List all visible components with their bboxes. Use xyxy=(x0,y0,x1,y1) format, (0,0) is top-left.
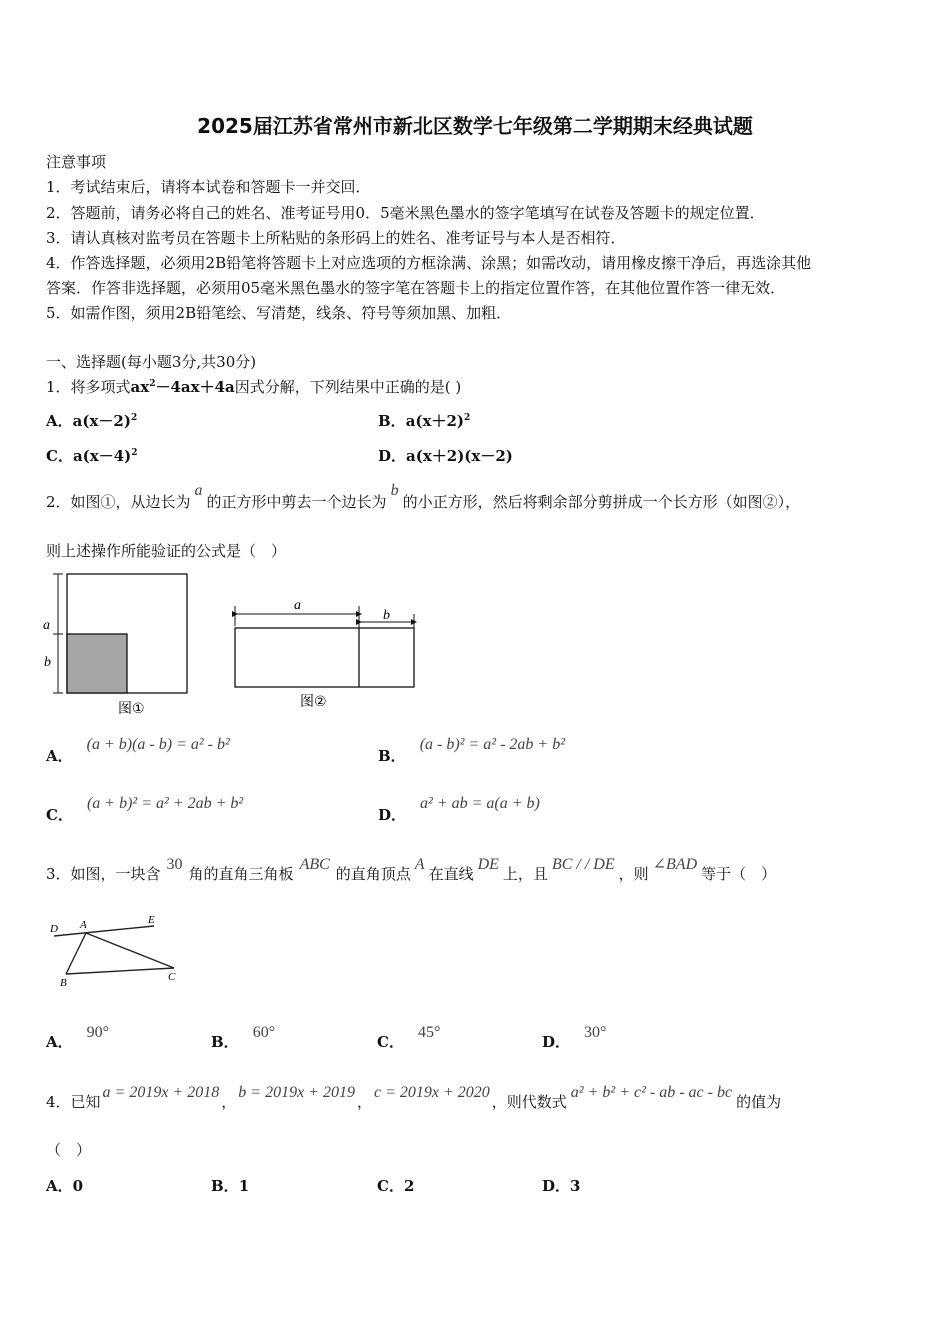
q2-option-a[interactable]: A．(a + b)(a - b) = a² - b² xyxy=(46,736,230,765)
question-2-line2: 则上述操作所能验证的公式是（ ） xyxy=(46,542,287,560)
question-2: 2．如图①，从边长为a的正方形中剪去一个边长为b的小正方形，然后将剩余部分剪拼成一个长方形（如图②）， xyxy=(46,482,801,511)
q3-option-d[interactable]: D．30° xyxy=(542,1024,607,1051)
notice-item: 1．考试结束后，请将本试卷和答题卡一并交回． xyxy=(46,178,371,196)
q4-option-c[interactable]: C．2 xyxy=(377,1177,415,1195)
fig3-label-b: B xyxy=(60,977,67,989)
page-title: 2025届江苏省常州市新北区数学七年级第二学期期末经典试题 xyxy=(197,114,753,138)
q3-option-a[interactable]: A．90° xyxy=(46,1024,110,1051)
question-4: 4．已知a = 2019x + 2018，b = 2019x + 2019，c = 2019x + 2020，则代数式a² + b² + c² - ab - ac - bc的值为 xyxy=(46,1084,782,1111)
notice-item: 5．如需作图，须用2B铅笔绘、写清楚，线条、符号等须加黑、加粗． xyxy=(46,304,512,322)
q2-option-b[interactable]: B．(a - b)² = a² - 2ab + b² xyxy=(378,736,565,765)
q4-option-b[interactable]: B．1 xyxy=(211,1177,250,1195)
q3-option-b[interactable]: B．60° xyxy=(211,1024,276,1051)
question-3: 3．如图，一块含30角的直角三角板ABC的直角顶点A在直线DE上，且BC / / DE，则∠BAD等于（ ） xyxy=(46,856,777,883)
q1-option-c[interactable]: C．$a(x-4)^2$ xyxy=(46,447,138,465)
q1-option-a[interactable]: A．$a(x-2)^2$ xyxy=(46,412,138,430)
question-4-line2: （ ） xyxy=(46,1141,92,1159)
q1-option-b[interactable]: B．$a(x+2)^2$ xyxy=(378,412,471,430)
figure-1 xyxy=(40,566,200,718)
q2-option-c[interactable]: C．(a + b)² = a² + 2ab + b² xyxy=(46,795,244,824)
q4-option-d[interactable]: D．3 xyxy=(542,1177,581,1195)
notice-item: 4．作答选择题，必须用2B铅笔将答题卡上对应选项的方框涂满、涂黑；如需改动，请用橡皮擦干净后，再选涂其他 xyxy=(46,254,812,272)
fig3-label-d: D xyxy=(50,923,58,935)
figure-3 xyxy=(46,912,186,992)
fig3-label-e: E xyxy=(148,914,155,926)
notice-item: 2．答题前，请务必将自己的姓名、准考证号用0．5毫米黑色墨水的签字笔填写在试卷及答题卡的规定位置． xyxy=(46,204,765,222)
fig1-label-b: b xyxy=(44,655,51,670)
q2-option-d[interactable]: D．a² + ab = a(a + b) xyxy=(378,795,540,824)
q3-option-c[interactable]: C．45° xyxy=(377,1024,441,1051)
fig1-label-a: a xyxy=(43,618,50,633)
notice-item: 3．请认真核对监考员在答题卡上所粘贴的条形码上的姓名、准考证号与本人是否相符． xyxy=(46,229,626,247)
fig2-caption: 图② xyxy=(300,694,327,710)
figure-2 xyxy=(228,592,423,714)
fig3-label-c: C xyxy=(168,971,176,983)
q1-option-d[interactable]: D．a(x＋2)(x－2) xyxy=(378,447,513,465)
fig2-label-a: a xyxy=(294,598,301,613)
notice-item: 答案．作答非选择题，必须用05毫米黑色墨水的签字笔在答题卡上的指定位置作答，在其他位置作答一律无效． xyxy=(46,279,786,297)
q4-option-a[interactable]: A．0 xyxy=(46,1177,84,1195)
question-1: 1．将多项式$ax^2-4ax+4a$因式分解，下列结果中正确的是( ) xyxy=(46,378,462,396)
fig3-label-a: A xyxy=(80,919,87,931)
fig2-label-b: b xyxy=(383,608,390,623)
section-heading: 一、选择题(每小题3分,共30分) xyxy=(46,353,257,371)
notice-heading: 注意事项 xyxy=(46,153,107,171)
fig1-caption: 图① xyxy=(118,701,145,717)
